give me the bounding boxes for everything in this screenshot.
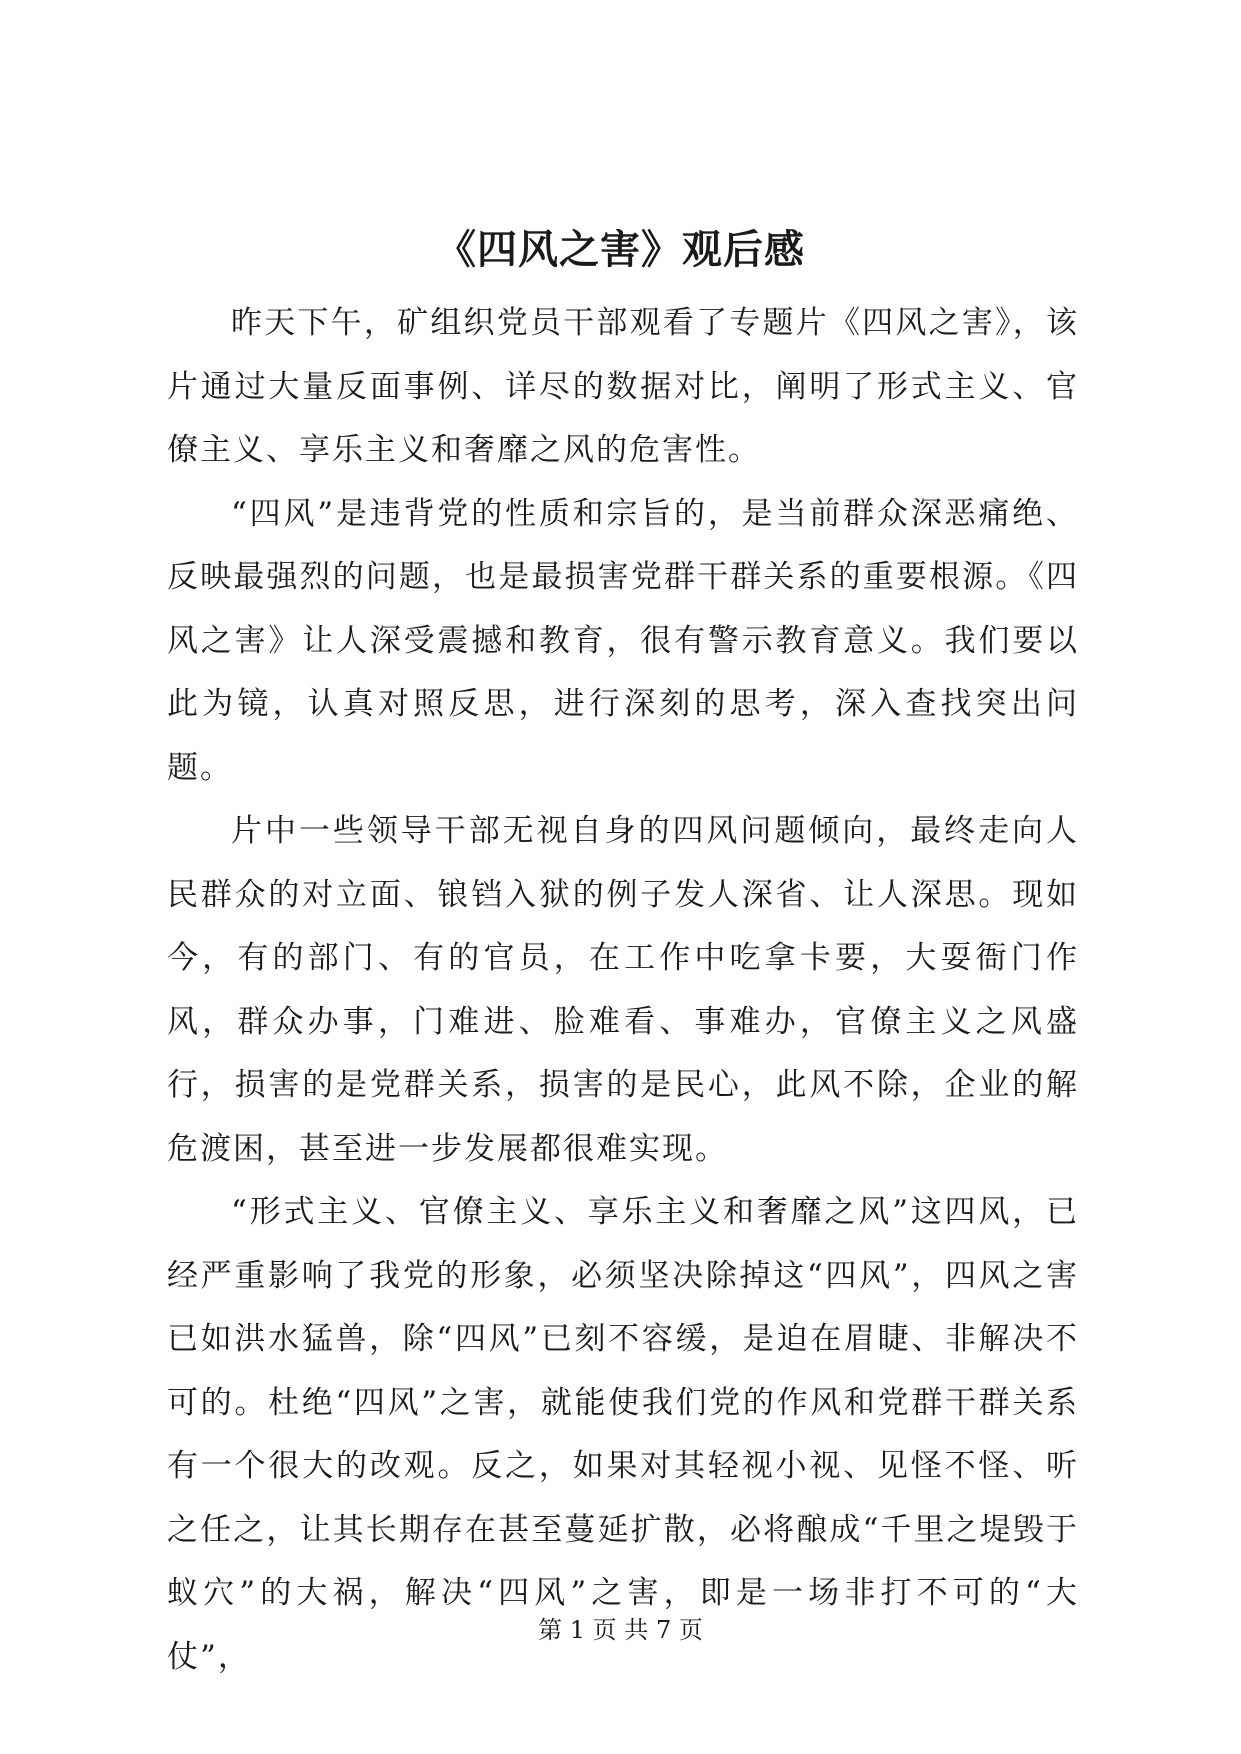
paragraph-3: 片中一些领导干部无视自身的四风问题倾向，最终走向人民群众的对立面、锒铛入狱的例子发人深省、让人深思。现如今，有的部门、有的官员，在工作中吃拿卡要，大耍衙门作风，群众办事，门难进、脸难看、事难办，官僚主义之风盛行，损害的是党群关系，损害的是民心，此风不除，企业的解危渡困，甚至进一步发展都很难实现。 bbox=[167, 813, 1079, 1167]
paragraph-4: “形式主义、官僚主义、享乐主义和奢靡之风”这四风，已经严重影响了我党的形象，必须坚决除掉这“四风”，四风之害已如洪水猛兽，除“四风”已刻不容缓，是迫在眉睫、非解决不可的。杜绝“四风”之害，就能使我们党的作风和党群干群关系有一个很大的改观。反之，如果对其轻视小视、见怪不怪、听之任之，让其长期存在甚至蔓延扩散，必将酿成“千里之堤毁于蚁穴”的大祸，解决“四风”之害，即是一场非打不可的“大仗”， bbox=[167, 1194, 1079, 1675]
paragraph-1: 昨天下午，矿组织党员干部观看了专题片《四风之害》，该片通过大量反面事例、详尽的数据对比，阐明了形式主义、官僚主义、享乐主义和奢靡之风的危害性。 bbox=[167, 305, 1079, 468]
document-title: 《四风之害》观后感 bbox=[436, 226, 805, 273]
page-number-footer: 第 1 页 共 7 页 bbox=[538, 1616, 703, 1644]
document-body bbox=[167, 292, 1079, 1689]
paragraph-2: “四风”是违背党的性质和宗旨的，是当前群众深恶痛绝、反映最强烈的问题，也是最损害党群干群关系的重要根源。《四风之害》让人深受震撼和教育，很有警示教育意义。我们要以此为镜，认真对照反思，进行深刻的思考，深入查找突出问题。 bbox=[167, 495, 1079, 786]
